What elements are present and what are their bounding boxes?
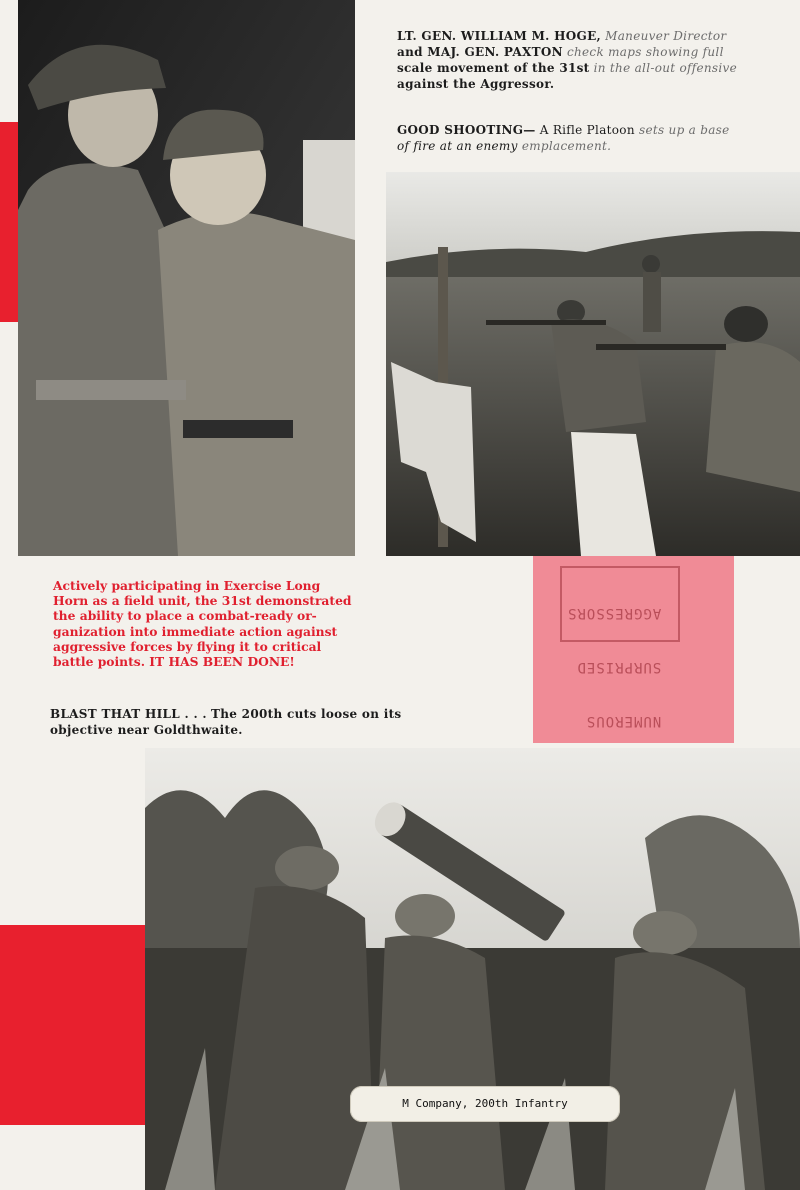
caption-shooting-line2 [397,138,787,154]
photo-generals-image [18,0,355,556]
photo-rifle-platoon-image [386,172,800,556]
photo-rifle-platoon [386,172,800,556]
caption-shooting-rest-b: sets up a base [638,123,730,137]
red-paragraph-line: ganization into immediate action against [53,623,338,639]
caption-shooting-rest-a: A Rifle Platoon [539,123,635,137]
caption-hoge-line2-a: and MAJ. GEN. PAXTON [397,45,563,59]
photo-label-m-company: M Company, 200th Infantry [350,1086,620,1122]
caption-hoge-line3-b: in the all-out offensive [593,61,737,75]
red-margin-block-bottom [0,925,145,1125]
photo-m-company-image [145,748,800,1190]
caption-shooting-line2-a: of fire at an enemy [397,139,518,153]
caption-hoge-line4-text: against the Aggressor. [397,77,555,91]
stamp-line: AGGRESSORS [567,605,662,621]
red-paragraph-line: Horn as a field unit, the 31st demonstrated [53,593,352,609]
caption-blast-lead: BLAST THAT HILL . . . [50,707,207,721]
caption-shooting-line1 [397,122,787,138]
red-margin-block-top [0,122,18,322]
caption-hoge-line2 [397,44,787,60]
photo-generals [18,0,355,556]
red-paragraph [53,578,383,669]
caption-blast-line2 [50,722,450,738]
caption-hoge-lead: LT. GEN. WILLIAM M. HOGE, [397,29,601,43]
red-paragraph-line: battle points. IT HAS BEEN DONE! [53,654,295,670]
stamp-line: SURPRISED [576,659,662,675]
caption-hoge [397,28,787,92]
caption-blast-line2-text: objective near Goldthwaite. [50,723,243,737]
stamp-line: NUMEROUS [585,713,662,729]
caption-hoge-line2-b: check maps showing full [566,45,724,59]
caption-hoge-role: Maneuver Director [605,29,727,43]
caption-blast-that-hill [50,706,450,738]
caption-good-shooting [397,122,787,154]
red-paragraph-line: the ability to place a combat-ready or- [53,608,317,624]
caption-shooting-lead: GOOD SHOOTING— [397,123,536,137]
caption-hoge-line3 [397,60,787,76]
red-paragraph-line: Actively participating in Exercise Long [53,578,321,593]
caption-hoge-line4 [397,76,787,92]
caption-hoge-line1 [397,28,787,44]
red-paragraph-line: aggressive forces by flying it to critical [53,638,322,654]
caption-blast-rest: The 200th cuts loose on its [211,707,402,721]
photo-m-company [145,748,800,1190]
caption-blast-line1 [50,706,450,722]
caption-hoge-line3-a: scale movement of the 31st [397,61,590,75]
caption-shooting-line2-b: emplacement. [521,139,612,153]
